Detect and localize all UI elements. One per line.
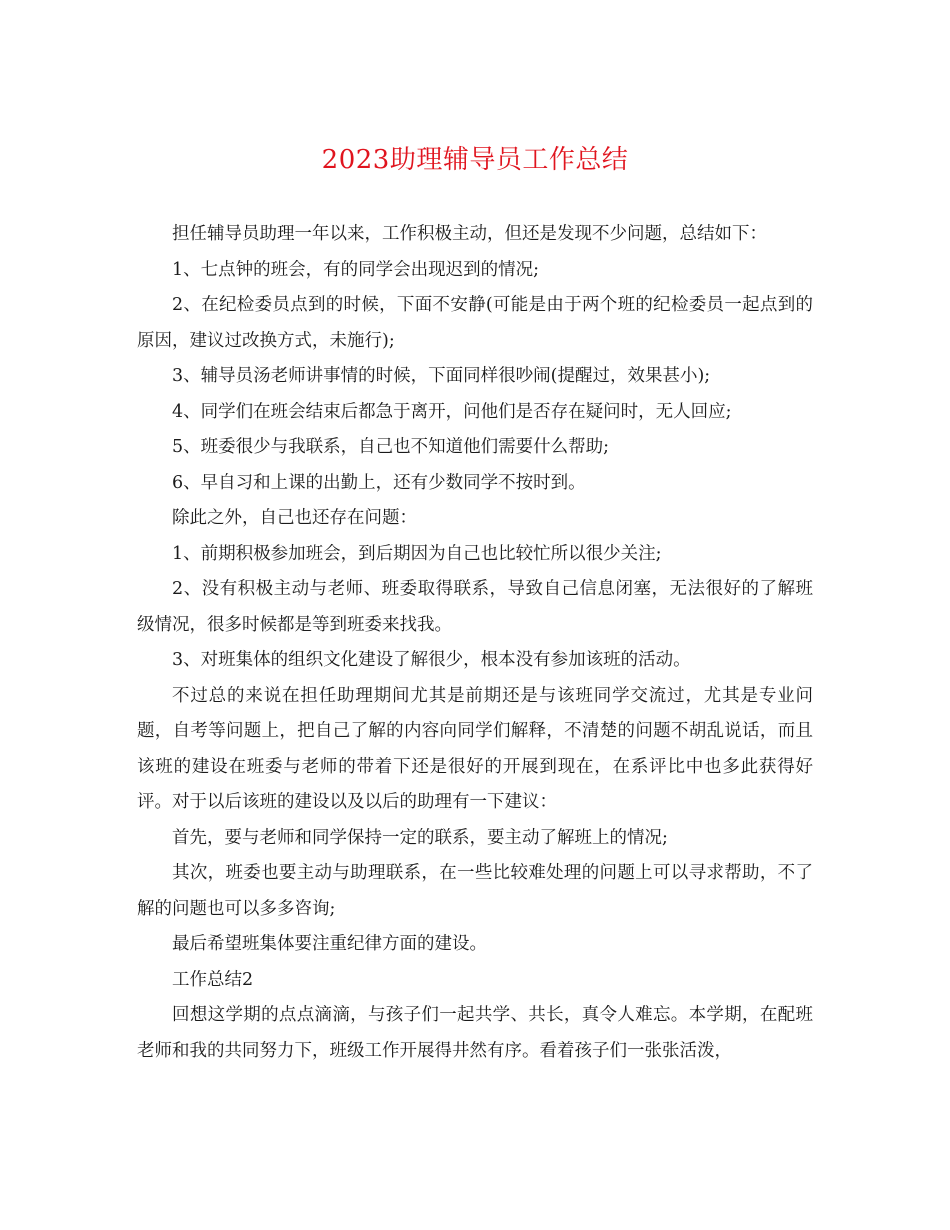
paragraph-issue-2: 2、在纪检委员点到的时候，下面不安静(可能是由于两个班的纪检委员一起点到的原因，建议过改换方式，未施行);: [137, 295, 813, 351]
document-title: 2023助理辅导员工作总结: [321, 145, 629, 175]
paragraph-self-intro: 除此之外，自己也还存在问题：: [172, 508, 417, 528]
paragraph-issue-6: 6、早自习和上课的出勤上，还有少数同学不按时到。: [172, 472, 586, 493]
paragraph-suggestion-2: 其次，班委也要主动与助理联系，在一些比较难处理的问题上可以寻求帮助，不了解的问题也可以多多咨询;: [137, 863, 813, 919]
paragraph-suggestion-1: 首先，要与老师和同学保持一定的联系，要主动了解班上的情况;: [172, 827, 668, 848]
paragraph-issue-5: 5、班委很少与我联系，自己也不知道他们需要什么帮助;: [172, 437, 610, 457]
paragraph-issue-4: 4、同学们在班会结束后都急于离开，问他们是否存在疑问时，无人回应;: [172, 401, 732, 422]
paragraph-issue-1: 1、七点钟的班会，有的同学会出现迟到的情况;: [172, 259, 540, 280]
paragraph-self-2: 2、没有积极主动与老师、班委取得联系，导致自己信息闭塞，无法很好的了解班级情况，很多时候都是等到班委来找我。: [137, 579, 813, 635]
paragraph-section-2-intro: 回想这学期的点点滴滴，与孩子们一起共学、共长，真令人难忘。本学期，在配班老师和我的共同努力下，班级工作开展得井然有序。看着孩子们一张张活泼，: [137, 1005, 813, 1061]
paragraph-issue-3: 3、辅导员汤老师讲事情的时候，下面同样很吵闹(提醒过，效果甚小);: [172, 366, 711, 386]
paragraph-intro: 担任辅导员助理一年以来，工作积极主动，但还是发现不少问题，总结如下：: [172, 224, 767, 244]
paragraph-summary: 不过总的来说在担任助理期间尤其是前期还是与该班同学交流过，尤其是专业问题，自考等问题上，把自己了解的内容向同学们解释，不清楚的问题不胡乱说话，而且该班的建设在班委与老师的带着下还是很好的开展到现在，在系评比中也多此获得好评。对于以后该班的建设以及以后的助理有一下建议：: [137, 685, 813, 812]
section-heading-2: 工作总结2: [172, 969, 254, 990]
paragraph-self-3: 3、对班集体的组织文化建设了解很少，根本没有参加该班的活动。: [172, 650, 691, 670]
paragraph-suggestion-3: 最后希望班集体要注重纪律方面的建设。: [172, 934, 487, 954]
document-body: [137, 217, 813, 1069]
paragraph-self-1: 1、前期积极参加班会，到后期因为自己也比较忙所以很少关注;: [172, 543, 662, 564]
